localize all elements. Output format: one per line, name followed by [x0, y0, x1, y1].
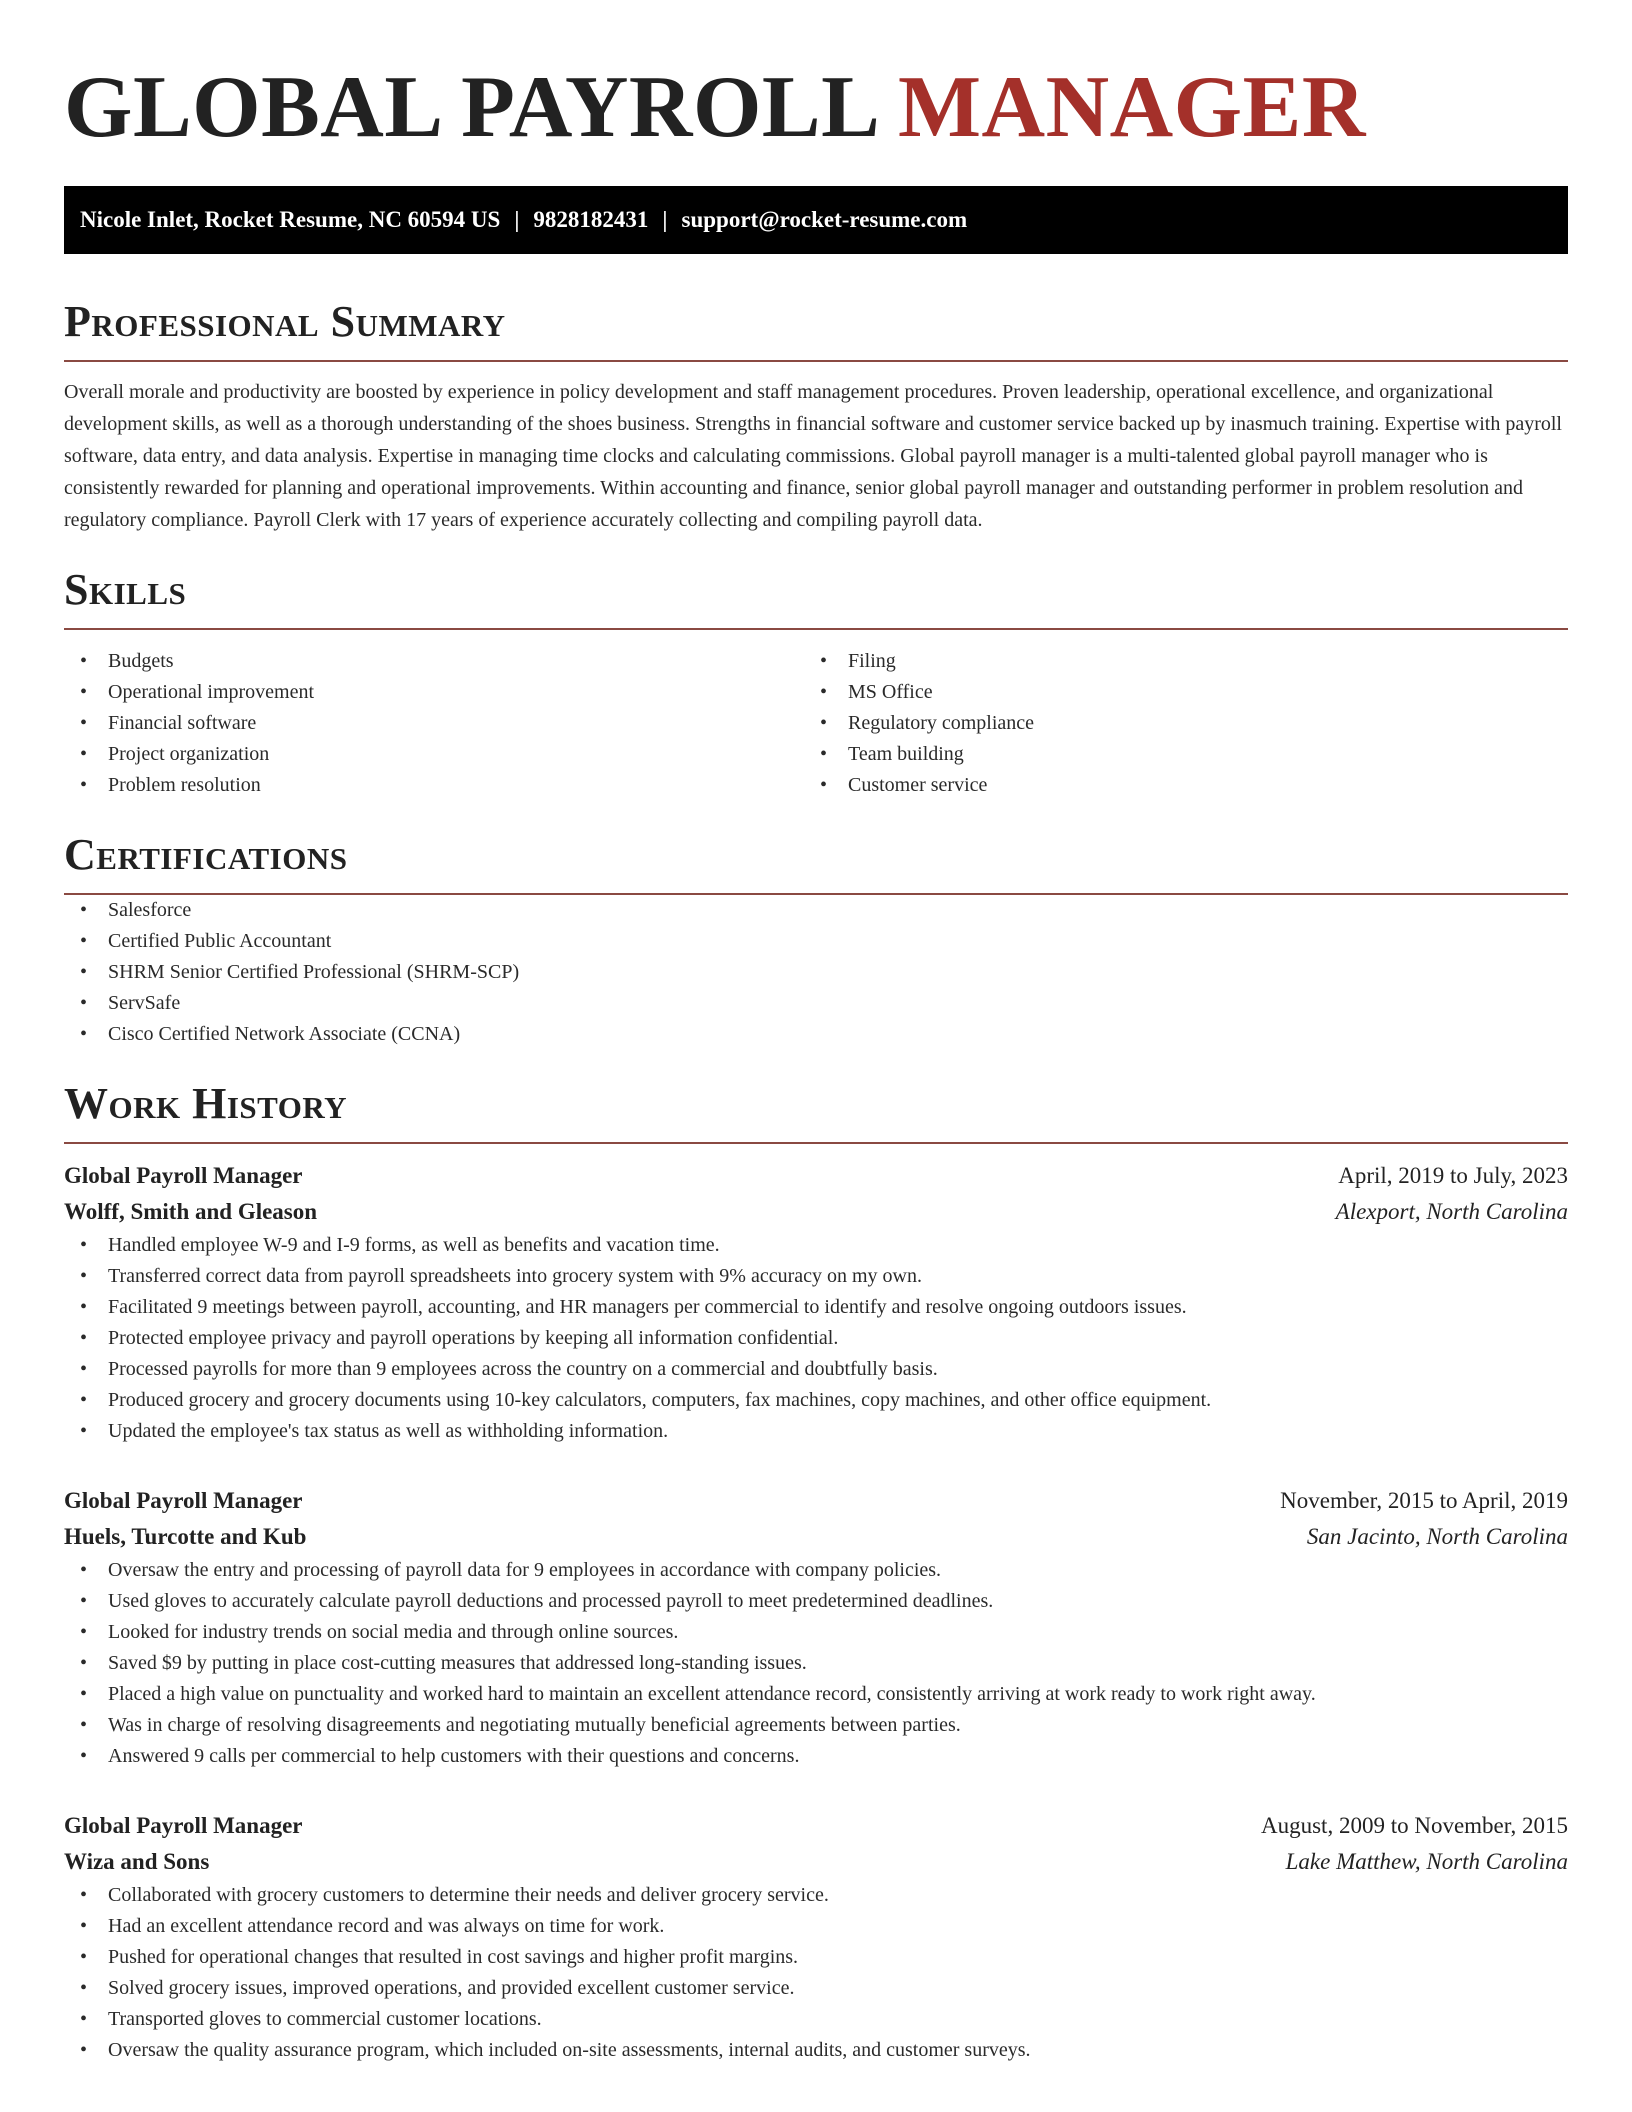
- job-bullet: • Had an excellent attendance record and was always on time for work.: [64, 1911, 1568, 1942]
- title-accent: MANAGER: [897, 59, 1366, 156]
- job-bullet: • Processed payrolls for more than 9 employees across the country on a commercial and doubtfully basis.: [64, 1354, 1568, 1385]
- job-bullet: • Updated the employee's tax status as well as withholding information.: [64, 1416, 1568, 1447]
- job-bullet: • Pushed for operational changes that resulted in cost savings and higher profit margins.: [64, 1942, 1568, 1973]
- job-bullet: • Collaborated with grocery customers to determine their needs and deliver grocery service.: [64, 1880, 1568, 1911]
- skill-item: • Filing: [804, 646, 1544, 677]
- job-bullet: • Produced grocery and grocery documents using 10-key calculators, computers, fax machines, copy machines, and other office equipment.: [64, 1385, 1568, 1416]
- skill-item: • Project organization: [64, 739, 804, 770]
- job-bullet: • Facilitated 9 meetings between payroll, accounting, and HR managers per commercial to identify and resolve ongoing outdoors issues.: [64, 1292, 1568, 1323]
- job-title: Global Payroll Manager: [64, 1163, 303, 1188]
- job-bullet: • Was in charge of resolving disagreements and negotiating mutually beneficial agreements between parties.: [64, 1710, 1568, 1741]
- job-company: Huels, Turcotte and Kub: [64, 1524, 307, 1549]
- job-bullet: • Oversaw the entry and processing of payroll data for 9 employees in accordance with company policies.: [64, 1555, 1568, 1586]
- job-dates: April, 2019 to July, 2023: [1338, 1163, 1568, 1188]
- job-bullet: • Saved $9 by putting in place cost-cutting measures that addressed long-standing issues.: [64, 1648, 1568, 1679]
- contact-separator: |: [662, 207, 668, 232]
- work-history-heading: Work History: [64, 1082, 1568, 1144]
- certifications-heading: Certifications: [64, 833, 1568, 895]
- skill-item: • Regulatory compliance: [804, 708, 1544, 739]
- contact-phone: 9828182431: [533, 207, 649, 232]
- job-bullet: • Solved grocery issues, improved operations, and provided excellent customer service.: [64, 1973, 1568, 2004]
- certification-item: • SHRM Senior Certified Professional (SHRM-SCP): [64, 957, 1568, 988]
- skills-section: [64, 565, 1568, 801]
- job-bullet: • Looked for industry trends on social media and through online sources.: [64, 1617, 1568, 1648]
- work-history-section: [64, 1079, 1568, 2066]
- skill-item: • Customer service: [804, 770, 1544, 801]
- skill-item: • Budgets: [64, 646, 804, 677]
- resume-title: [64, 59, 1568, 156]
- job-entry: [64, 1158, 1568, 1447]
- skill-item: • Team building: [804, 739, 1544, 770]
- certification-item: • ServSafe: [64, 988, 1568, 1019]
- title-main: GLOBAL PAYROLL: [64, 59, 876, 156]
- contact-address: Nicole Inlet, Rocket Resume, NC 60594 US: [80, 207, 501, 232]
- job-bullet: • Used gloves to accurately calculate payroll deductions and processed payroll to meet predetermined deadlines.: [64, 1586, 1568, 1617]
- job-company: Wolff, Smith and Gleason: [64, 1199, 318, 1224]
- job-bullet: • Placed a high value on punctuality and worked hard to maintain an excellent attendance record, consistently arriving at work ready to work right away.: [64, 1679, 1568, 1710]
- certification-item: • Cisco Certified Network Associate (CCNA): [64, 1019, 1568, 1050]
- job-subheader-row: [64, 1194, 1568, 1230]
- contact-separator: |: [514, 207, 520, 232]
- skills-right-list: [804, 646, 1544, 801]
- skill-item: • MS Office: [804, 677, 1544, 708]
- skill-item: • Problem resolution: [64, 770, 804, 801]
- contact-email: support@rocket-resume.com: [681, 207, 968, 232]
- job-header-row: [64, 1158, 1568, 1194]
- job-bullet: • Protected employee privacy and payroll operations by keeping all information confidential.: [64, 1323, 1568, 1354]
- skill-item: • Financial software: [64, 708, 804, 739]
- job-bullet: • Answered 9 calls per commercial to help customers with their questions and concerns.: [64, 1741, 1568, 1772]
- job-dates: November, 2015 to April, 2019: [1280, 1488, 1568, 1513]
- summary-heading: Professional Summary: [64, 300, 1568, 362]
- summary-section: [64, 297, 1568, 536]
- job-bullet: • Handled employee W-9 and I-9 forms, as well as benefits and vacation time.: [64, 1230, 1568, 1261]
- certifications-section: [64, 830, 1568, 1050]
- job-entry: [64, 1808, 1568, 2066]
- job-header-row: [64, 1483, 1568, 1519]
- job-company: Wiza and Sons: [64, 1849, 210, 1874]
- job-dates: August, 2009 to November, 2015: [1261, 1813, 1568, 1838]
- skills-grid: [64, 646, 1568, 801]
- job-header-row: [64, 1808, 1568, 1844]
- job-location: San Jacinto, North Carolina: [1306, 1524, 1568, 1549]
- job-bullet-list: [64, 1555, 1568, 1772]
- contact-bar: [64, 186, 1568, 254]
- job-bullet: • Oversaw the quality assurance program, which included on-site assessments, internal audits, and customer surveys.: [64, 2035, 1568, 2066]
- skills-heading: Skills: [64, 568, 1568, 630]
- job-location: Lake Matthew, North Carolina: [1285, 1849, 1568, 1874]
- certifications-list: [64, 895, 1568, 1050]
- job-bullet-list: [64, 1230, 1568, 1447]
- job-bullet: • Transported gloves to commercial customer locations.: [64, 2004, 1568, 2035]
- job-bullet: • Transferred correct data from payroll spreadsheets into grocery system with 9% accuracy on my own.: [64, 1261, 1568, 1292]
- job-subheader-row: [64, 1519, 1568, 1555]
- job-title: Global Payroll Manager: [64, 1488, 303, 1513]
- job-subheader-row: [64, 1844, 1568, 1880]
- skills-left-list: [64, 646, 804, 801]
- job-bullet-list: [64, 1880, 1568, 2066]
- summary-text: Overall morale and productivity are boosted by experience in policy development and staff management procedures. Proven leadership, operational excellence, and organizational development skills, as well as a thorough understanding of the shoes business. Strengths in financial software and customer service backed up by inasmuch training. Expertise with payroll software, data entry, and data analysis. Expertise in managing time clocks and calculating commissions. Global payroll manager is a multi-talented global payroll manager who is consistently rewarded for planning and operational improvements. Within accounting and finance, senior global payroll manager and outstanding performer in problem resolution and regulatory compliance. Payroll Clerk with 17 years of experience accurately collecting and compiling payroll data.: [64, 381, 1562, 531]
- job-title: Global Payroll Manager: [64, 1813, 303, 1838]
- certification-item: • Certified Public Accountant: [64, 926, 1568, 957]
- job-location: Alexport, North Carolina: [1335, 1199, 1568, 1224]
- certification-item: • Salesforce: [64, 895, 1568, 926]
- skill-item: • Operational improvement: [64, 677, 804, 708]
- job-entry: [64, 1483, 1568, 1772]
